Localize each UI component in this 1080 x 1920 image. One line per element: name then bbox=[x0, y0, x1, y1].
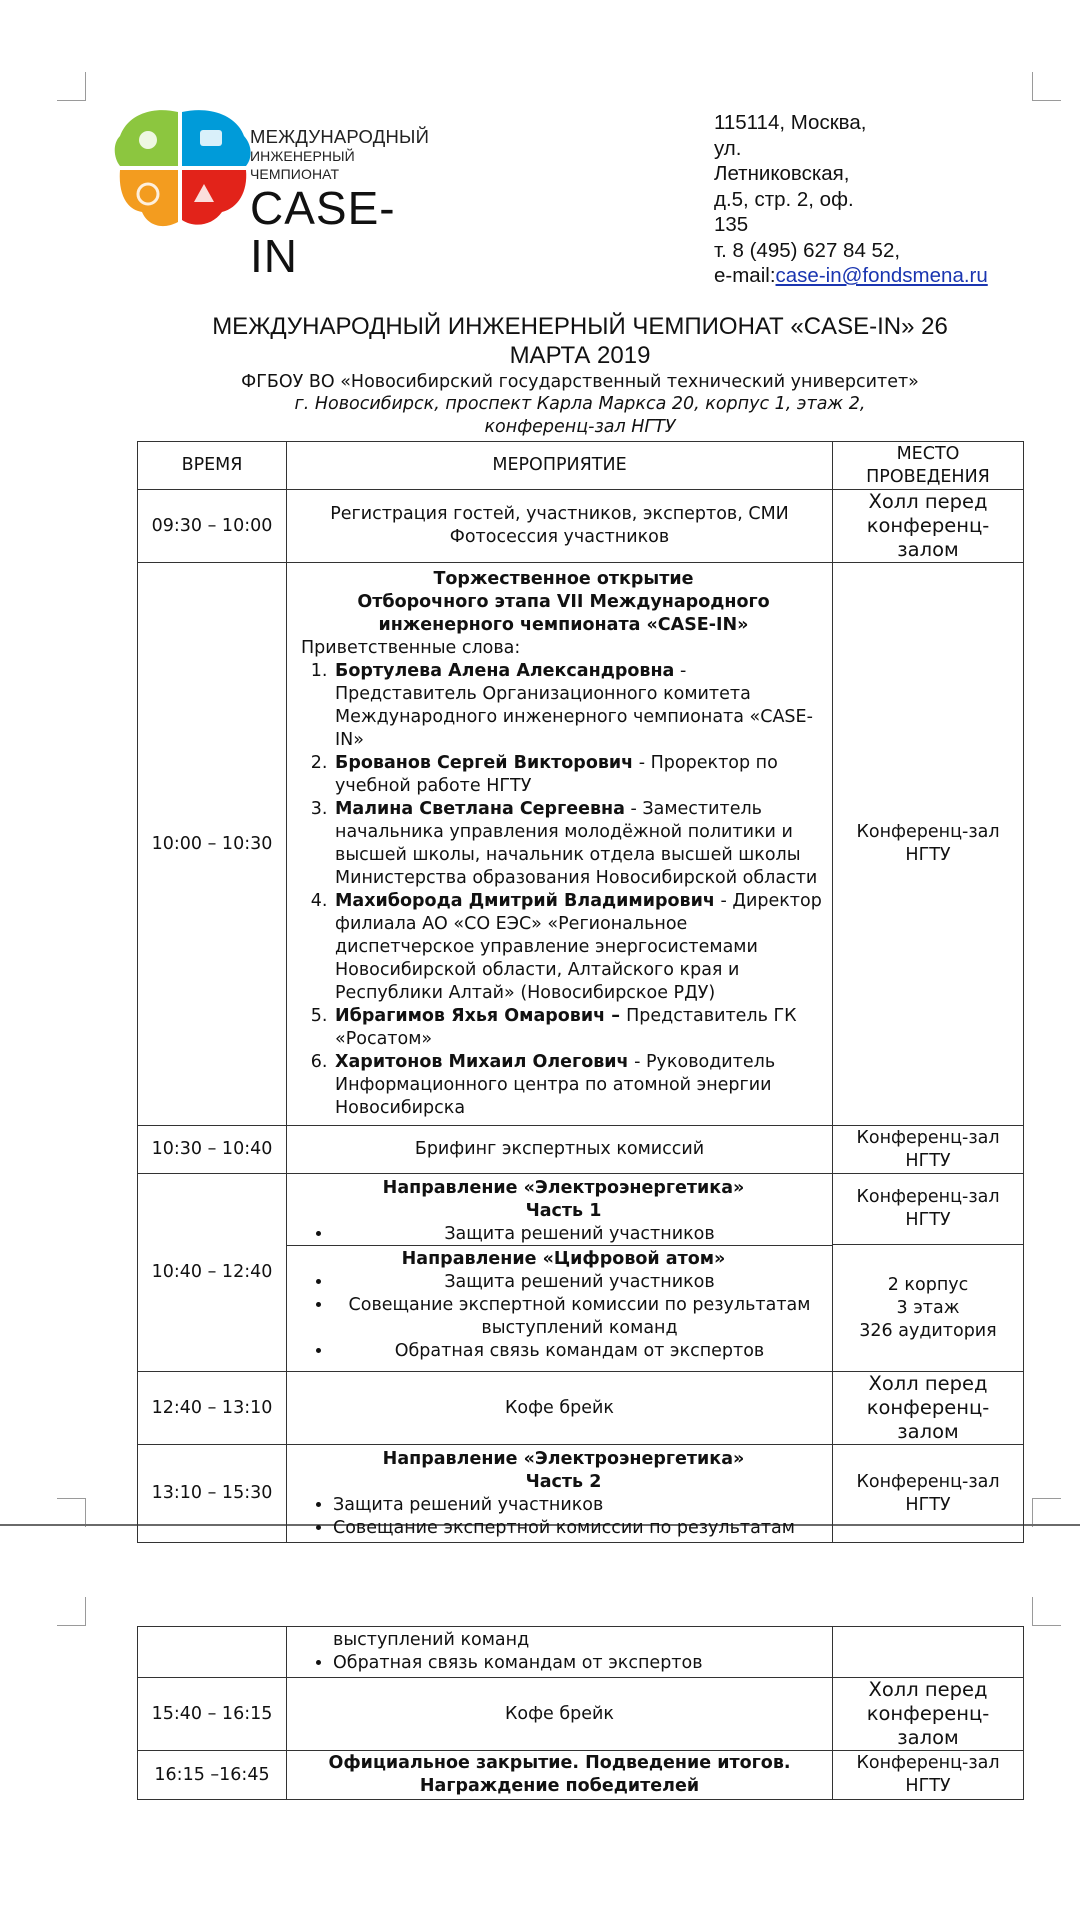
speaker-role: Представитель ГК «Росатом» bbox=[335, 1006, 797, 1049]
event-title: Торжественное открытие bbox=[433, 569, 694, 589]
brain-logo-icon bbox=[108, 104, 258, 234]
list-item: • Защита решений участников bbox=[333, 1223, 826, 1246]
place-cell: Конференц-зал НГТУ bbox=[833, 1751, 1024, 1800]
event-cell: Брифинг экспертных комиссий bbox=[287, 1126, 833, 1174]
track-digital-atom bbox=[287, 1245, 832, 1371]
venue-line-1: г. Новосибирск, проспект Карла Маркса 20, корпус 1, этаж 2, bbox=[294, 394, 866, 414]
place-line: 2 корпус bbox=[887, 1274, 969, 1295]
track-title: Направление «Электроэнергетика» bbox=[382, 1177, 745, 1198]
event-subtitle: Отборочного этапа VII Международного инженерного чемпионата «CASE-IN» bbox=[357, 592, 770, 635]
header-time: ВРЕМЯ bbox=[138, 442, 287, 490]
time-cell: 10:40 – 12:40 bbox=[138, 1174, 287, 1372]
speaker-role: - Руководитель Информационного центра по атомной энергии Новосибирска bbox=[335, 1052, 776, 1118]
list-item: • Совещание экспертной комиссии по результатам bbox=[333, 1517, 826, 1540]
event-line: Награждение победителей bbox=[419, 1776, 700, 1796]
venue-line-2: конференц-зал НГТУ bbox=[484, 417, 676, 437]
time-cell: 09:30 – 10:00 bbox=[138, 490, 287, 563]
event-cell bbox=[287, 1751, 833, 1800]
place-cell: Конференц-зал НГТУ bbox=[833, 1126, 1024, 1174]
list-item: • Защита решений участников bbox=[333, 1271, 826, 1294]
speaker-item bbox=[333, 660, 826, 752]
address-line: Летниковская, bbox=[714, 162, 850, 185]
table-row bbox=[138, 1627, 1024, 1678]
speaker-role: - Заместитель начальника управления молодёжной политики и высшей школы, начальник отдела высшей школы Министерства образования Новосибирской области bbox=[335, 799, 818, 888]
time-cell: 10:00 – 10:30 bbox=[138, 563, 287, 1126]
event-cell bbox=[287, 490, 833, 563]
logo-line-2: ИНЖЕНЕРНЫЙ ЧЕМПИОНАТ bbox=[250, 148, 355, 182]
header-event: МЕРОПРИЯТИЕ bbox=[287, 442, 833, 490]
table-header-row bbox=[138, 442, 1024, 490]
speaker-item bbox=[333, 798, 826, 890]
address-line: ул. bbox=[714, 136, 742, 160]
address-line: 115114, Москва, bbox=[714, 111, 867, 134]
time-cell: 15:40 – 16:15 bbox=[138, 1678, 287, 1751]
event-cell bbox=[287, 1627, 833, 1678]
speaker-item bbox=[333, 1005, 826, 1051]
phone-line: т. 8 (495) 627 84 52, bbox=[714, 238, 901, 262]
time-cell: 13:10 – 15:30 bbox=[138, 1445, 287, 1543]
address-line: д.5, стр. 2, оф. bbox=[714, 187, 854, 211]
place-cell: Холл перед конференц-залом bbox=[833, 1678, 1024, 1751]
address-line: 135 bbox=[714, 213, 749, 236]
organization-name: ФГБОУ ВО «Новосибирский государственный технический университет» bbox=[241, 372, 919, 392]
crop-mark bbox=[1032, 1597, 1061, 1626]
logo-line-3: CASE-IN bbox=[250, 182, 396, 282]
track-part: Часть 2 bbox=[525, 1471, 602, 1492]
list-item: • Обратная связь командам от экспертов bbox=[333, 1652, 826, 1675]
table-row bbox=[138, 1174, 1024, 1372]
table-row bbox=[138, 1372, 1024, 1445]
table-row bbox=[138, 490, 1024, 563]
list-item: • Защита решений участников bbox=[333, 1494, 826, 1517]
speaker-role: - Представитель Организационного комитета Международного инженерного чемпионата «CASE-IN» bbox=[335, 661, 813, 750]
venue-address bbox=[150, 393, 1010, 439]
continued-text: выступлений команд bbox=[333, 1630, 530, 1650]
email-label: e-mail: bbox=[714, 264, 776, 287]
place-cell: Конференц-зал НГТУ bbox=[833, 563, 1024, 1126]
place-sub bbox=[833, 1244, 1023, 1371]
place-line: 326 аудитория bbox=[859, 1320, 997, 1341]
speaker-name: Харитонов Михаил Олегович bbox=[335, 1052, 629, 1072]
title-line-2: МАРТА 2019 bbox=[509, 342, 651, 369]
speaker-name: Брованов Сергей Викторович bbox=[335, 753, 634, 773]
track-title: Направление «Цифровой атом» bbox=[401, 1248, 726, 1269]
place-cell: Холл перед конференц-залом bbox=[833, 1372, 1024, 1445]
speaker-name: Ибрагимов Яхья Омарович – bbox=[335, 1006, 627, 1026]
speaker-role: - Директор филиала АО «СО ЕЭС» «Региональное диспетчерское управление энергосистемами Новосибирской области, Алтайского края и Республики Алтай» (Новосибирское РДУ) bbox=[335, 891, 822, 1003]
email-line bbox=[714, 263, 1034, 289]
document-title bbox=[150, 312, 1010, 370]
place-cell: Конференц-зал НГТУ bbox=[833, 1445, 1024, 1543]
speaker-item bbox=[333, 1051, 826, 1120]
event-cell: Кофе брейк bbox=[287, 1678, 833, 1751]
speakers-list bbox=[301, 660, 826, 1120]
time-cell bbox=[138, 1627, 287, 1678]
track-items bbox=[301, 1652, 826, 1675]
track-items bbox=[301, 1223, 826, 1246]
logo-line-1: МЕЖДУНАРОДНЫЙ bbox=[250, 126, 430, 147]
event-cell: Кофе брейк bbox=[287, 1372, 833, 1445]
speaker-name: Бортулева Алена Александровна bbox=[335, 661, 675, 681]
speaker-name: Малина Светлана Сергеевна bbox=[335, 799, 625, 819]
table-row bbox=[138, 1751, 1024, 1800]
place-cell bbox=[833, 1174, 1024, 1372]
place-cell: Холл перед конференц-залом bbox=[833, 490, 1024, 563]
event-line: Регистрация гостей, участников, экспертов, СМИ bbox=[330, 504, 789, 524]
track-part: Часть 1 bbox=[525, 1200, 602, 1221]
crop-mark bbox=[1032, 1498, 1061, 1527]
event-cell bbox=[287, 1174, 833, 1372]
place-sub: Конференц-зал НГТУ bbox=[856, 1187, 1000, 1230]
speaker-item bbox=[333, 752, 826, 798]
time-cell: 10:30 – 10:40 bbox=[138, 1126, 287, 1174]
list-item: • Обратная связь командам от экспертов bbox=[333, 1340, 826, 1363]
crop-mark bbox=[57, 72, 86, 101]
case-in-logo bbox=[108, 104, 430, 282]
schedule-table bbox=[137, 441, 1024, 1543]
track-electro-part1 bbox=[287, 1175, 832, 1245]
table-row bbox=[138, 563, 1024, 1126]
title-line-1: МЕЖДУНАРОДНЫЙ ИНЖЕНЕРНЫЙ ЧЕМПИОНАТ «CASE-IN» 26 bbox=[212, 313, 948, 340]
track-title: Направление «Электроэнергетика» bbox=[382, 1448, 745, 1469]
event-line: Фотосессия участников bbox=[449, 527, 670, 547]
speaker-name: Махиборода Дмитрий Владимирович bbox=[335, 891, 715, 911]
track-items bbox=[301, 1271, 826, 1363]
track-items bbox=[301, 1494, 826, 1540]
address-block bbox=[714, 110, 1034, 289]
schedule-table-continued bbox=[137, 1626, 1024, 1800]
email-link[interactable]: case-in@fondsmena.ru bbox=[775, 264, 988, 287]
time-cell: 16:15 –16:45 bbox=[138, 1751, 287, 1800]
crop-mark bbox=[57, 1498, 86, 1527]
event-line: Официальное закрытие. Подведение итогов. bbox=[328, 1753, 791, 1773]
place-line: 3 этаж bbox=[896, 1297, 960, 1318]
header-place: МЕСТО ПРОВЕДЕНИЯ bbox=[833, 442, 1024, 490]
table-row bbox=[138, 1445, 1024, 1543]
event-cell bbox=[287, 563, 833, 1126]
place-cell bbox=[833, 1627, 1024, 1678]
speaker-item bbox=[333, 890, 826, 1005]
speakers-intro: Приветственные слова: bbox=[301, 638, 521, 658]
time-cell: 12:40 – 13:10 bbox=[138, 1372, 287, 1445]
crop-mark bbox=[57, 1597, 86, 1626]
crop-mark bbox=[1032, 72, 1061, 101]
table-row bbox=[138, 1678, 1024, 1751]
event-cell bbox=[287, 1445, 833, 1543]
speaker-role: - Проректор по учебной работе НГТУ bbox=[335, 753, 778, 796]
list-item: • Совещание экспертной комиссии по результатам выступлений команд bbox=[333, 1294, 826, 1340]
table-row bbox=[138, 1126, 1024, 1174]
